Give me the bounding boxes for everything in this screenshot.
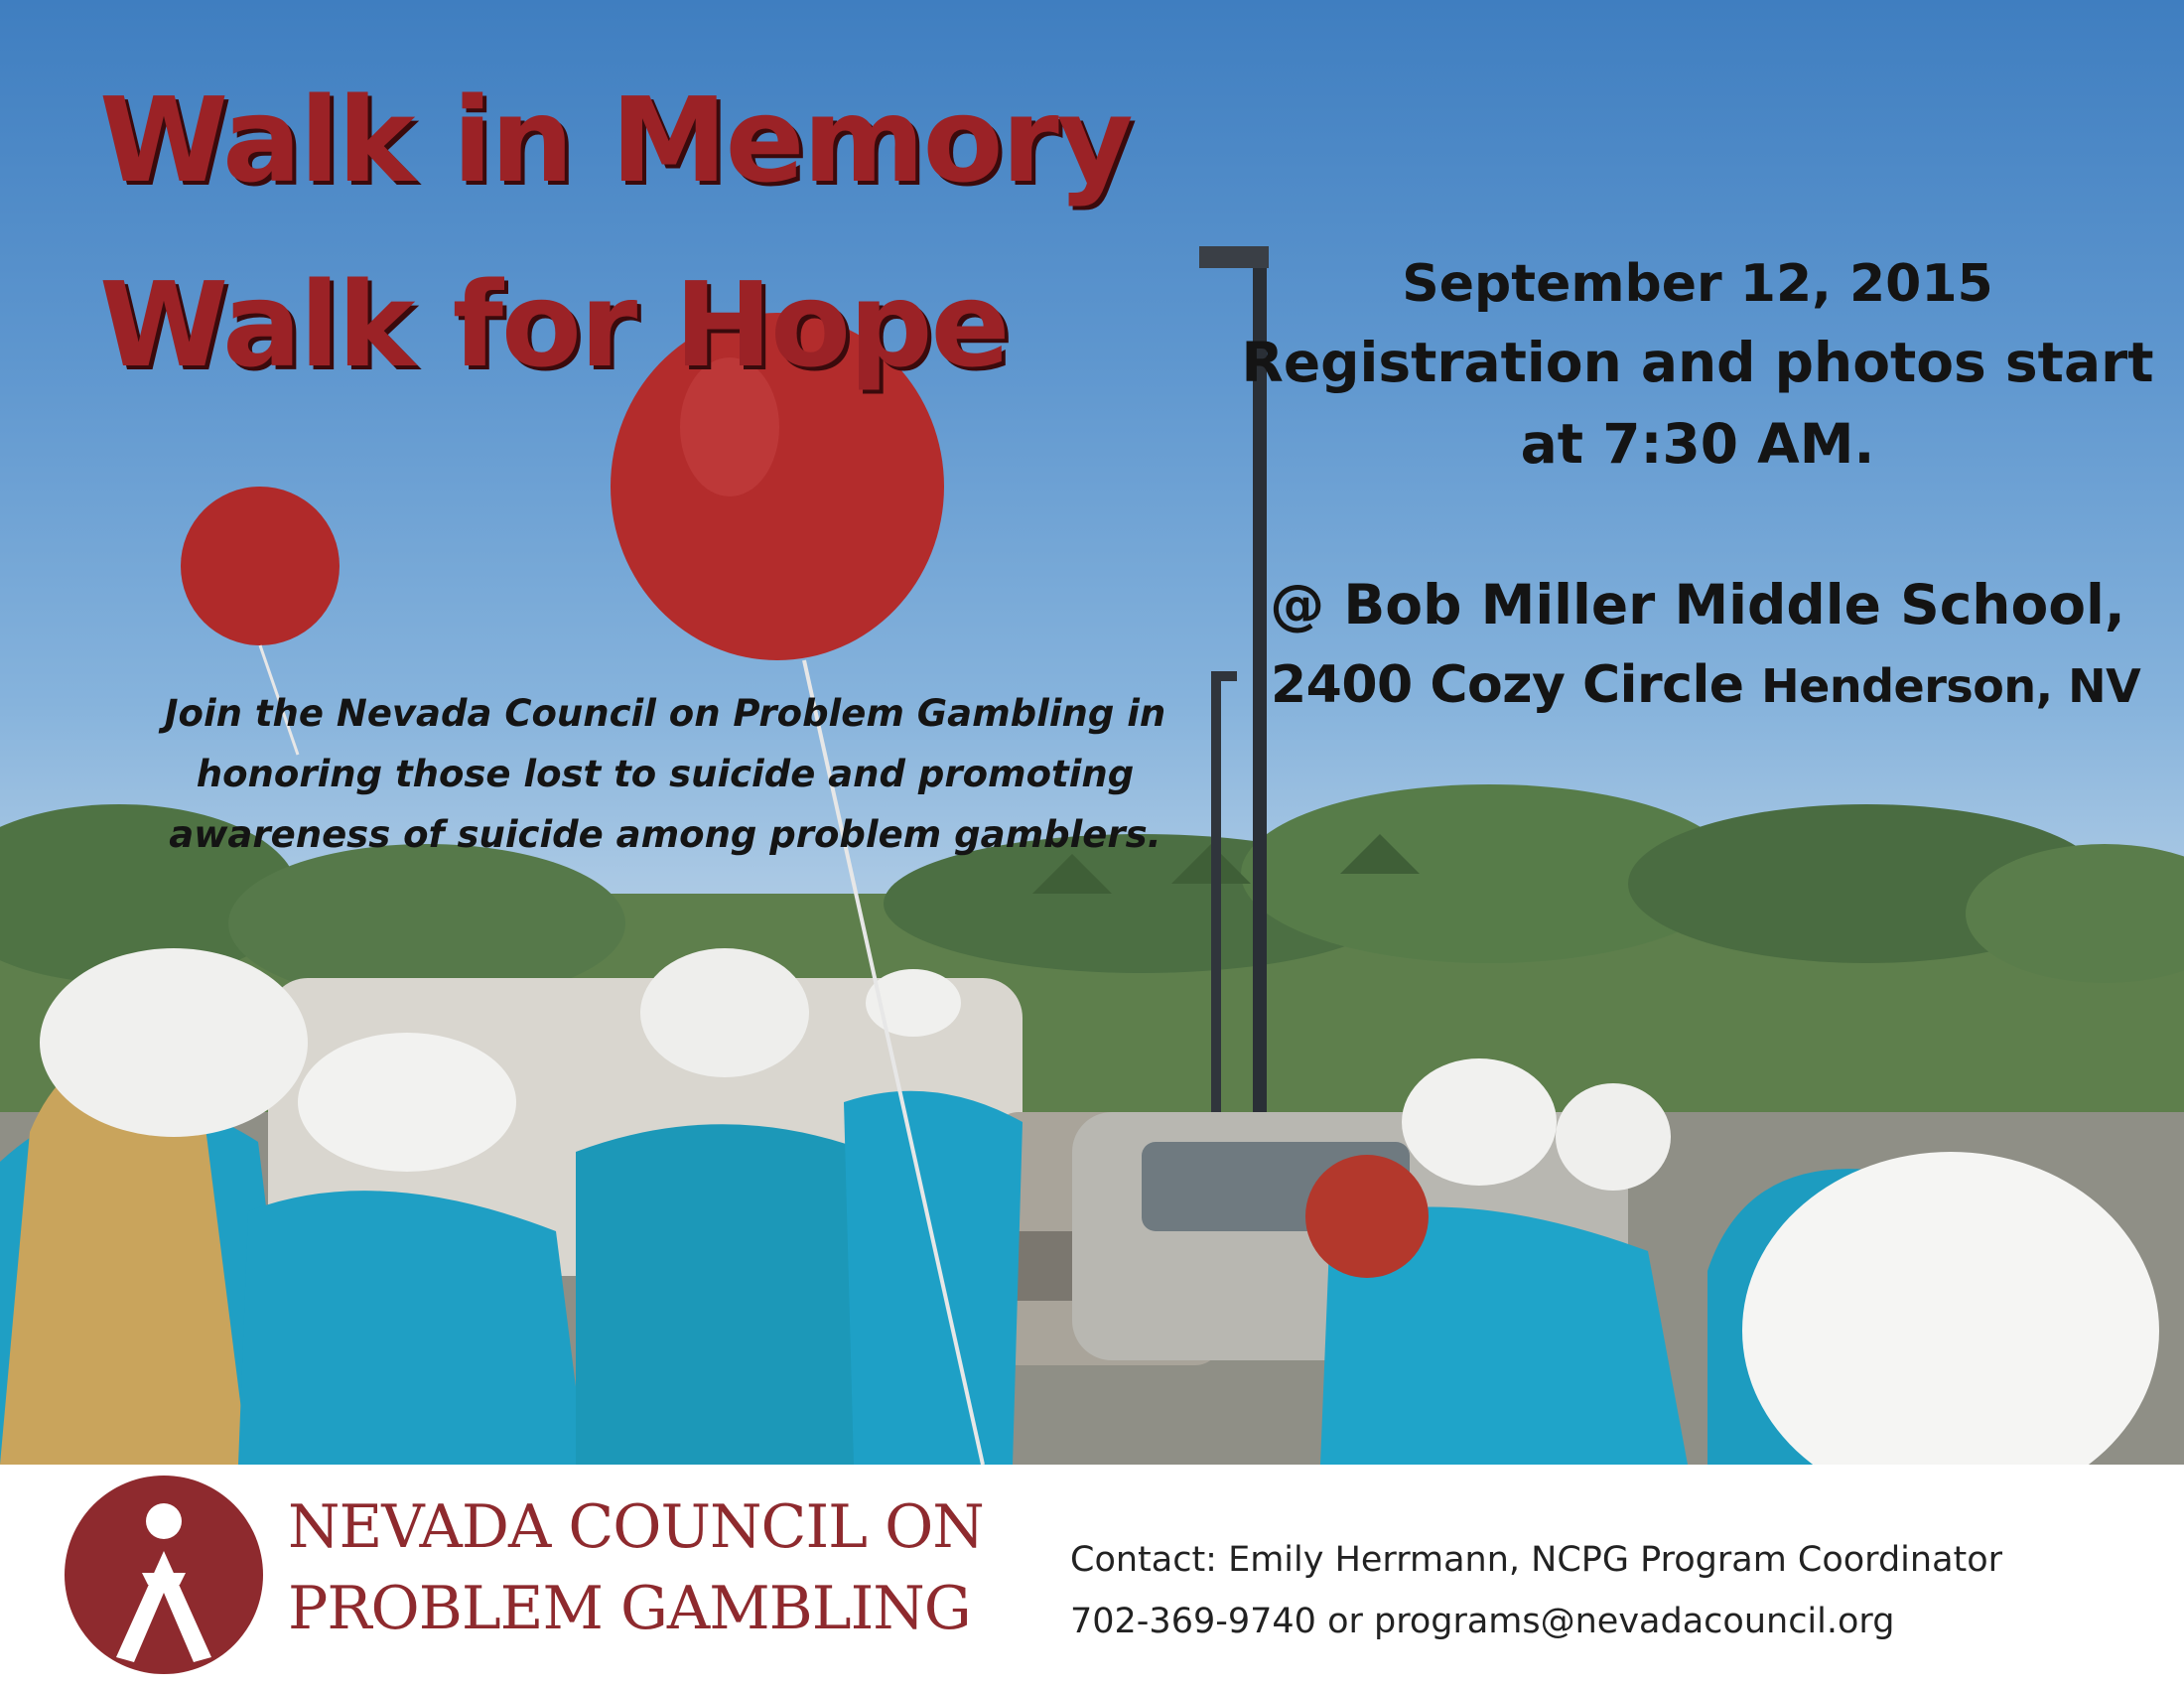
contact-person: Contact: Emily Herrmann, NCPG Program Coordinator	[1070, 1540, 2003, 1580]
event-title-line-2: Walk for Hope	[99, 256, 1009, 393]
start-time: at 7:30 AM.	[1520, 412, 1875, 476]
ncpg-logo-icon	[55, 1474, 273, 1681]
balloon-icon	[181, 487, 340, 645]
description-line-1: Join the Nevada Council on Problem Gambling in	[164, 692, 1166, 735]
balloon-icon	[1305, 1155, 1429, 1278]
venue-name: @ Bob Miller Middle School,	[1270, 573, 2125, 636]
contact-info	[1070, 1529, 2002, 1652]
venue-address	[1271, 655, 2174, 715]
org-name-line-1: NEVADA COUNCIL ON	[288, 1492, 984, 1562]
street-address: 2400 Cozy Circle	[1271, 655, 1744, 715]
description-line-3: awareness of suicide among problem gamblers.	[169, 813, 1161, 856]
description-line-2: honoring those lost to suicide and promoting	[196, 753, 1135, 795]
org-name-line-2: PROBLEM GAMBLING	[288, 1574, 971, 1643]
event-date: September 12, 2015	[1402, 254, 1993, 314]
ncpg-logo-wordmark	[288, 1492, 984, 1643]
city-state: Henderson, NV	[1761, 659, 2141, 713]
contact-phone-email: 702-369-9740 or programs@nevadacouncil.org	[1070, 1602, 1895, 1641]
event-title-line-1: Walk in Memory	[99, 71, 1132, 209]
registration-note: Registration and photos start	[1241, 331, 2154, 394]
event-description	[104, 683, 1226, 865]
